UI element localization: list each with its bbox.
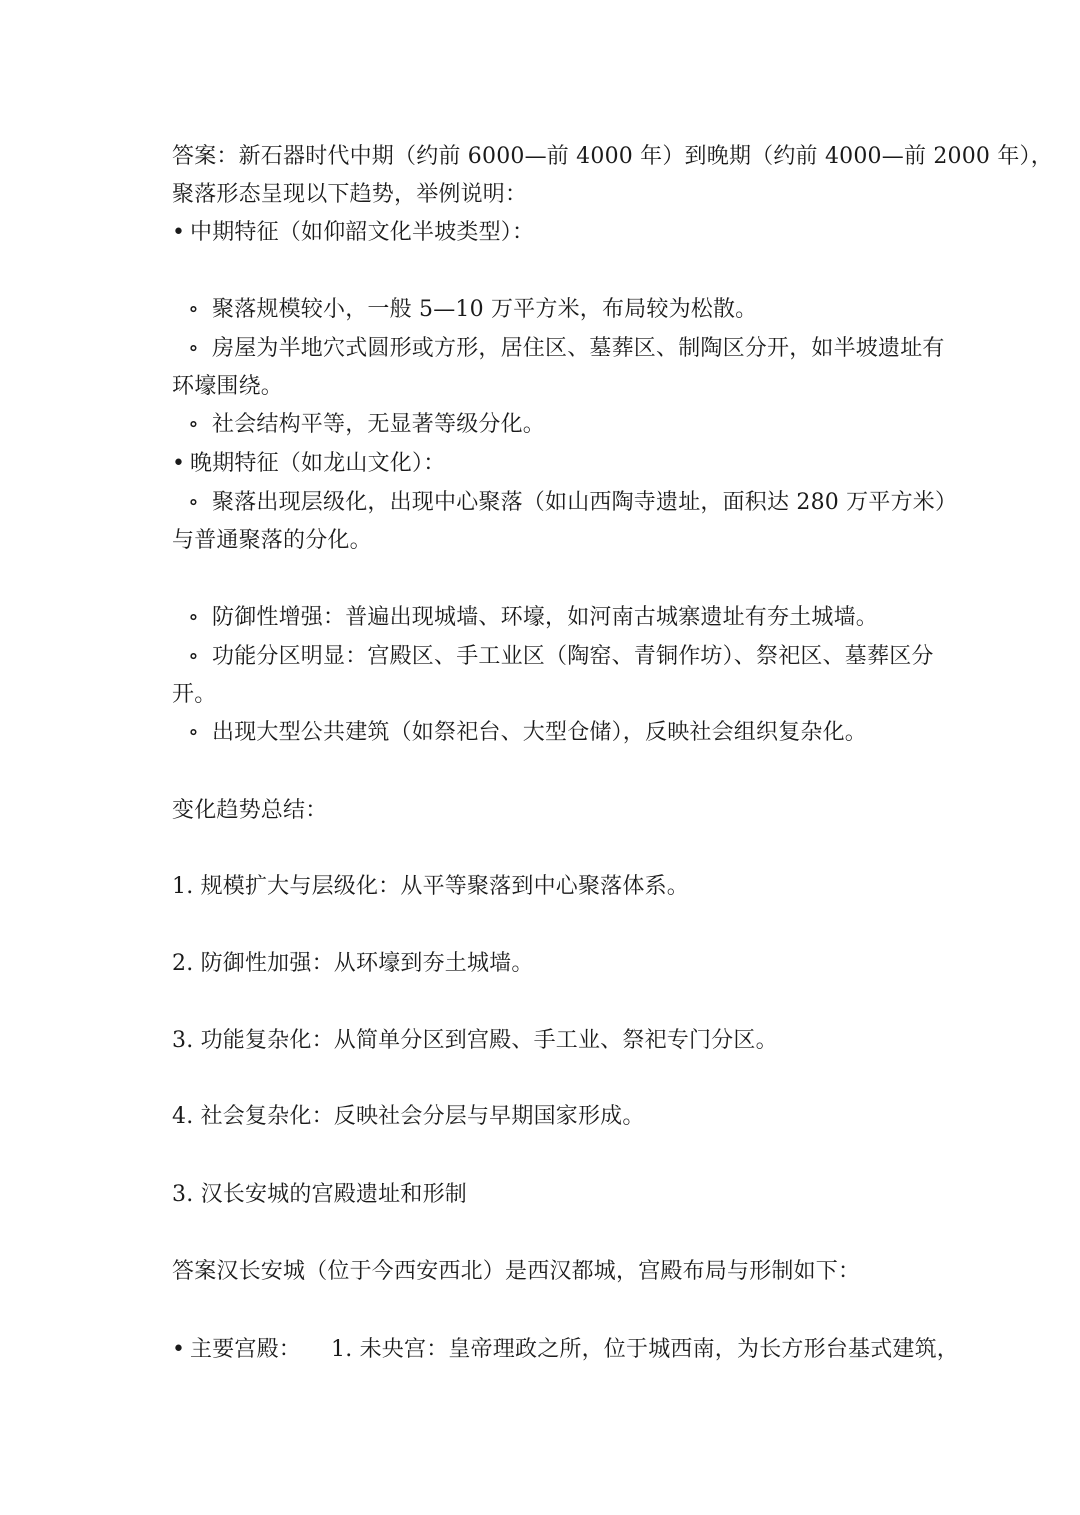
sub-item-text: 社会结构平等，无显著等级分化。 xyxy=(212,412,546,437)
sub-item xyxy=(188,642,948,672)
sub-item-text: 聚落规模较小，一般 5—10 万平方米，布局较为松散。 xyxy=(212,297,758,322)
sub-item-text: 出现大型公共建筑（如祭祀台、大型仓储），反映社会组织复杂化。 xyxy=(212,720,868,745)
main-palace-item: 1. 未央宫：皇帝理政之所，位于城西南，为长方形台基式建筑， xyxy=(331,1337,960,1362)
sub-item xyxy=(188,603,948,633)
summary-item: 4. 社会复杂化：反映社会分层与早期国家形成。 xyxy=(172,1104,645,1129)
summary-item: 2. 防御性加强：从环壕到夯土城墙。 xyxy=(172,951,534,976)
heading-text: 中期特征（如仰韶文化半坡类型）： xyxy=(190,220,535,245)
answer-line: 答案汉长安城（位于今西安西北）是西汉都城，宫殿布局与形制如下： xyxy=(172,1259,861,1284)
answer-line: 答案：新石器时代中期（约前 6000—前 4000 年）到晚期（约前 4000—前 2000 年）， xyxy=(172,144,1053,169)
main-palaces-label: 主要宫殿： xyxy=(190,1337,302,1362)
sub-item-text: 功能分区明显：宫殿区、手工业区（陶窑、青铜作坊）、祭祀区、墓葬区分 xyxy=(212,644,934,669)
sub-item-continuation: 环壕围绕。 xyxy=(172,374,284,399)
circle-marker: ∘ xyxy=(188,644,199,669)
question-title: 3. 汉长安城的宫殿遗址和形制 xyxy=(172,1182,467,1207)
bullet-heading-mid xyxy=(172,218,932,248)
sub-item xyxy=(188,295,948,325)
summary-item: 1. 规模扩大与层级化：从平等聚落到中心聚落体系。 xyxy=(172,874,689,899)
sub-item xyxy=(188,488,958,518)
circle-marker: ∘ xyxy=(188,412,199,437)
sub-item-text: 聚落出现层级化，出现中心聚落（如山西陶寺遗址，面积达 280 万平方米） xyxy=(212,490,958,515)
bullet-heading-late xyxy=(172,449,932,479)
answer-line: 聚落形态呈现以下趋势，举例说明： xyxy=(172,182,528,207)
circle-marker: ∘ xyxy=(188,336,199,361)
heading-text: 晚期特征（如龙山文化）： xyxy=(190,451,446,476)
sub-item xyxy=(188,718,948,748)
sub-item-text: 房屋为半地穴式圆形或方形，居住区、墓葬区、制陶区分开，如半坡遗址有 xyxy=(212,336,945,361)
circle-marker: ∘ xyxy=(188,720,199,745)
bullet-marker: • xyxy=(172,1337,186,1362)
summary-heading: 变化趋势总结： xyxy=(172,798,328,823)
bullet-marker: • xyxy=(172,220,186,245)
circle-marker: ∘ xyxy=(188,605,199,630)
sub-item-continuation: 开。 xyxy=(172,682,217,707)
circle-marker: ∘ xyxy=(188,490,199,515)
bullet-main-palaces xyxy=(172,1335,960,1365)
sub-item xyxy=(188,410,948,440)
sub-item-text: 防御性增强：普遍出现城墙、环壕，如河南古城寨遗址有夯土城墙。 xyxy=(212,605,879,630)
summary-item: 3. 功能复杂化：从简单分区到宫殿、手工业、祭祀专门分区。 xyxy=(172,1028,778,1053)
sub-item-continuation: 与普通聚落的分化。 xyxy=(172,528,372,553)
sub-item xyxy=(188,334,948,364)
circle-marker: ∘ xyxy=(188,297,199,322)
bullet-marker: • xyxy=(172,451,186,476)
